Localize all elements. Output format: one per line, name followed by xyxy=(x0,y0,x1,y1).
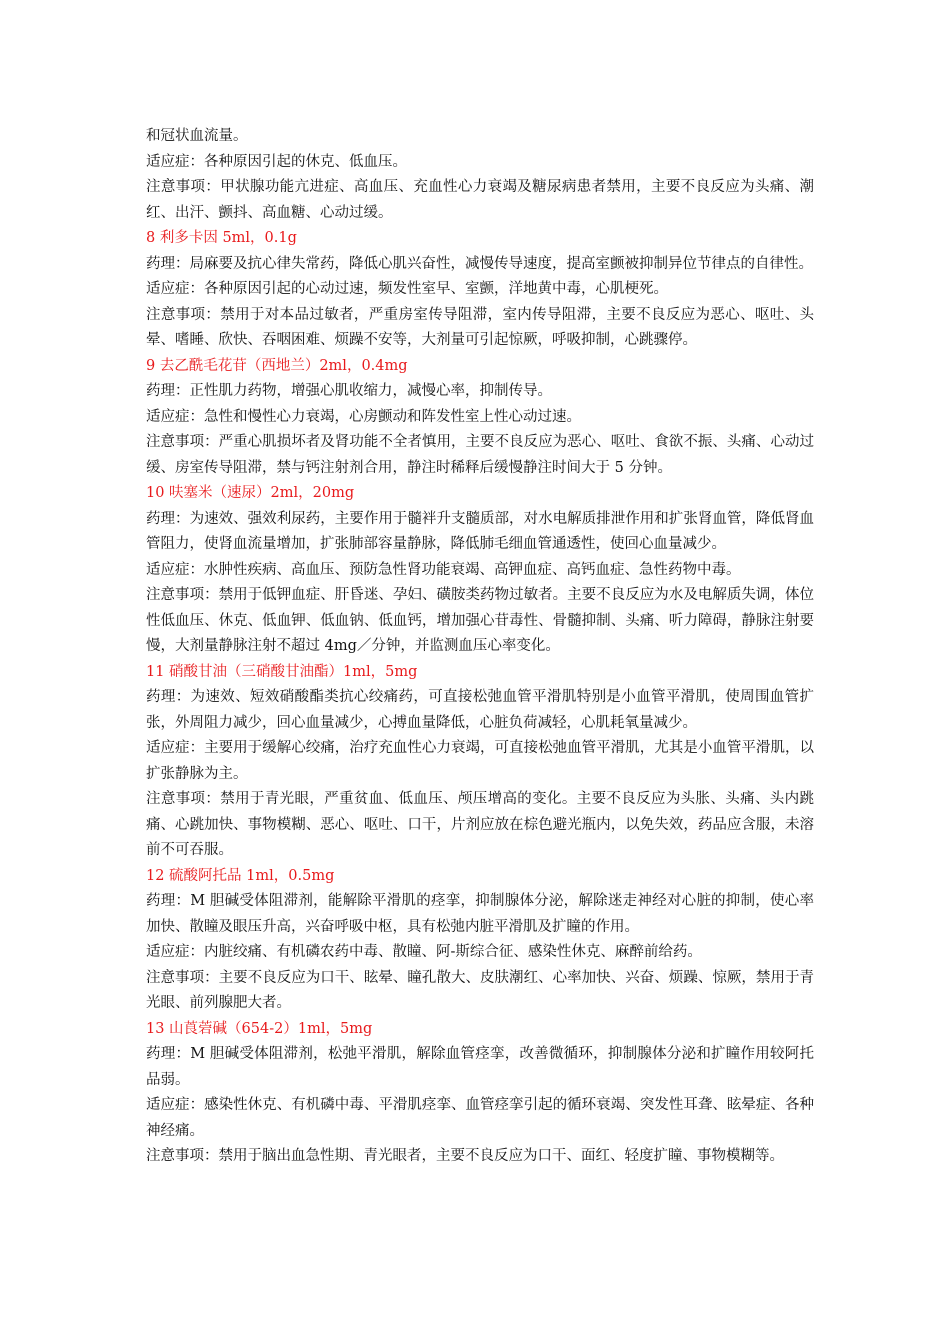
body-paragraph: 药理：M 胆碱受体阻滞剂，能解除平滑肌的痉挛，抑制腺体分泌，解除迷走神经对心脏的抑制，使心率加快、散瞳及眼压升高，兴奋呼吸中枢，具有松弛内脏平滑肌及扩瞳的作用。 xyxy=(146,893,814,935)
body-paragraph: 适应症：急性和慢性心力衰竭，心房颤动和阵发性室上性心动过速。 xyxy=(146,408,581,425)
document-page xyxy=(146,124,814,1170)
body-paragraph: 注意事项：主要不良反应为口干、眩晕、瞳孔散大、皮肤潮红、心率加快、兴奋、烦躁、惊厥，禁用于青光眼、前列腺肥大者。 xyxy=(146,969,814,1011)
body-paragraph: 注意事项：严重心肌损坏者及肾功能不全者慎用，主要不良反应为恶心、呕吐、食欲不振、头痛、心动过缓、房室传导阻滞，禁与钙注射剂合用，静注时稀释后缓慢静注时间大于 5 分钟。 xyxy=(146,434,814,476)
body-paragraph: 注意事项：禁用于脑出血急性期、青光眼者，主要不良反应为口干、面红、轻度扩瞳、事物模糊等。 xyxy=(146,1148,784,1164)
body-paragraph: 药理：正性肌力药物，增强心肌收缩力，减慢心率，抑制传导。 xyxy=(146,383,552,399)
body-paragraph: 适应症：主要用于缓解心绞痛，治疗充血性心力衰竭，可直接松弛血管平滑肌，尤其是小血管平滑肌，以扩张静脉为主。 xyxy=(146,740,814,782)
body-paragraph: 药理：为速效、短效硝酸酯类抗心绞痛药，可直接松弛血管平滑肌特别是小血管平滑肌，使周围血管扩张，外周阻力减少，回心血量减少，心搏血量降低，心脏负荷减轻，心肌耗氧量减少。 xyxy=(146,689,814,731)
body-paragraph: 适应症：各种原因引起的休克、低血压。 xyxy=(146,153,407,170)
body-paragraph: 注意事项：禁用于对本品过敏者，严重房室传导阻滞，室内传导阻滞，主要不良反应为恶心、呕吐、头晕、嗜睡、欣快、吞咽困难、烦躁不安等，大剂量可引起惊厥，呼吸抑制，心跳骤停。 xyxy=(146,306,814,348)
body-paragraph: 注意事项：禁用于青光眼，严重贫血、低血压、颅压增高的变化。主要不良反应为头胀、头痛、头内跳痛、心跳加快、事物模糊、恶心、呕吐、口干，片剂应放在棕色避光瓶内，以免失效，药品应含服，未溶前不可吞服。 xyxy=(146,791,814,858)
body-paragraph: 适应症：各种原因引起的心动过速，频发性室早、室颤，洋地黄中毒，心肌梗死。 xyxy=(146,281,668,297)
drug-heading: 8 利多卡因 5ml，0.1g xyxy=(146,230,297,246)
body-paragraph: 药理：为速效、强效利尿药，主要作用于髓袢升支髓质部，对水电解质排泄作用和扩张肾血管，降低肾血管阻力，使肾血流量增加，扩张肺部容量静脉，降低肺毛细血管通透性，使回心血量减少。 xyxy=(146,510,814,552)
body-paragraph: 注意事项：甲状腺功能亢进症、高血压、充血性心力衰竭及糖尿病患者禁用，主要不良反应为头痛、潮红、出汗、颤抖、高血糖、心动过缓。 xyxy=(146,179,814,221)
drug-heading: 12 硫酸阿托品 1ml，0.5mg xyxy=(146,867,335,884)
body-paragraph: 适应症：水肿性疾病、高血压、预防急性肾功能衰竭、高钾血症、高钙血症、急性药物中毒。 xyxy=(146,561,741,578)
body-paragraph: 药理：局麻要及抗心律失常药，降低心肌兴奋性，减慢传导速度，提高室颤被抑制异位节律点的自律性。 xyxy=(146,255,813,272)
drug-heading: 13 山莨菪碱（654-2）1ml，5mg xyxy=(146,1020,373,1037)
body-paragraph: 适应症：内脏绞痛、有机磷农药中毒、散瞳、阿-斯综合征、感染性休克、麻醉前给药。 xyxy=(146,944,702,960)
body-paragraph: 注意事项：禁用于低钾血症、肝昏迷、孕妇、磺胺类药物过敏者。主要不良反应为水及电解质失调，体位性低血压、休克、低血钾、低血钠、低血钙，增加强心苷毒性、骨髓抑制、头痛、听力障碍，静脉注射要慢，大剂量静脉注射不超过 4mg／分钟，并监测血压心率变化。 xyxy=(146,587,814,654)
drug-heading: 11 硝酸甘油（三硝酸甘油酯）1ml，5mg xyxy=(146,663,418,680)
body-paragraph: 适应症：感染性休克、有机磷中毒、平滑肌痉挛、血管痉挛引起的循环衰竭、突发性耳聋、眩晕症、各种神经痛。 xyxy=(146,1097,814,1139)
drug-heading: 9 去乙酰毛花苷（西地兰）2ml，0.4mg xyxy=(146,357,408,374)
drug-heading: 10 呋塞米（速尿）2ml，20mg xyxy=(146,485,355,501)
body-paragraph: 和冠状血流量。 xyxy=(146,128,248,144)
body-paragraph: 药理：M 胆碱受体阻滞剂，松弛平滑肌，解除血管痉挛，改善微循环，抑制腺体分泌和扩瞳作用较阿托品弱。 xyxy=(146,1046,814,1088)
